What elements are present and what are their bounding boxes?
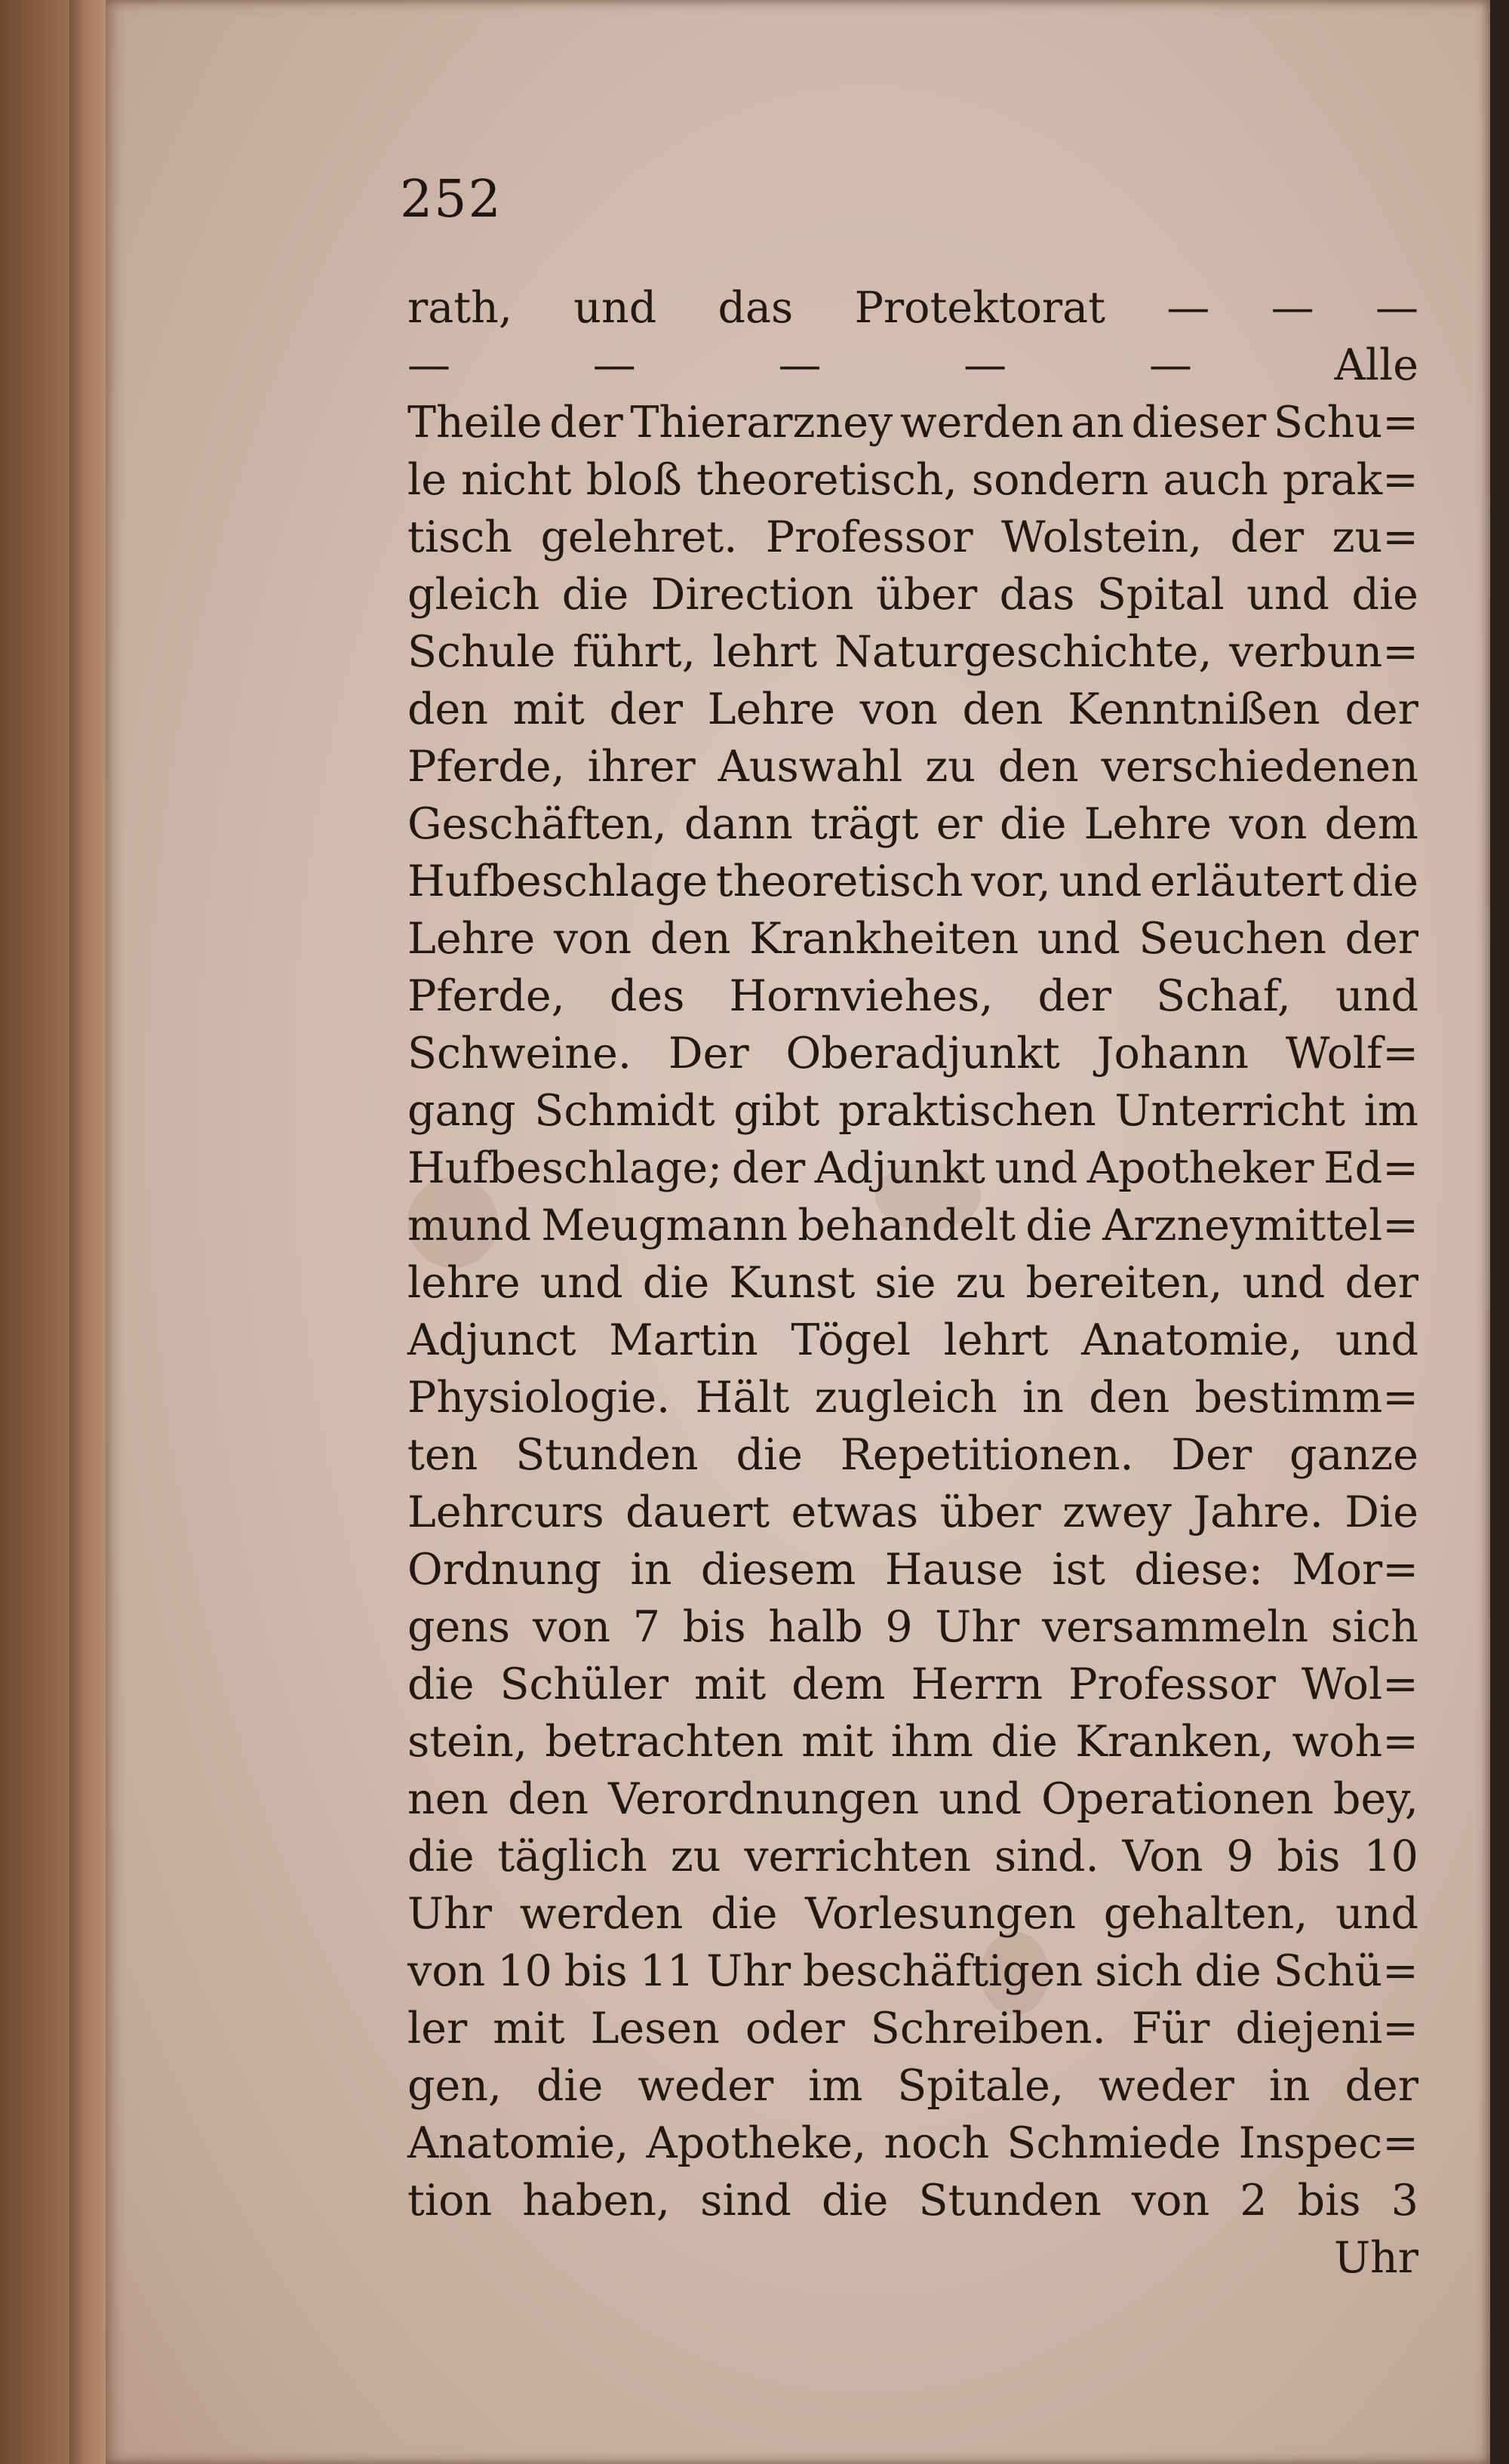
catchword: Uhr: [1334, 2233, 1418, 2283]
text-line: gang Schmidt gibt praktischen Unterricht im: [407, 1086, 1418, 1136]
body-text: [407, 279, 1418, 2287]
text-line: tion haben, sind die Stunden von 2 bis 3: [407, 2176, 1418, 2226]
text-line: — — — — — Alle: [407, 340, 1418, 390]
page-number: 252: [400, 170, 502, 229]
text-line: die Schüler mit dem Herrn Professor Wol=: [407, 1660, 1418, 1709]
text-line: Schule führt, lehrt Naturgeschichte, verbun=: [407, 627, 1418, 677]
text-line: ten Stunden die Repetitionen. Der ganze: [407, 1430, 1418, 1480]
text-line: gen, die weder im Spitale, weder in der: [407, 2061, 1418, 2111]
text-line: ler mit Lesen oder Schreiben. Für diejeni=: [407, 2004, 1418, 2053]
text-line: Hufbeschlage; der Adjunkt und Apotheker Ed=: [407, 1143, 1418, 1193]
binding-shadow: [69, 0, 83, 2464]
text-line: nen den Verordnungen und Operationen bey,: [407, 1774, 1418, 1824]
text-line: le nicht bloß theoretisch, sondern auch prak=: [407, 455, 1418, 505]
text-line: Anatomie, Apotheke, noch Schmiede Inspec=: [407, 2118, 1418, 2168]
text-line: den mit der Lehre von den Kenntnißen der: [407, 684, 1418, 734]
text-line: gens von 7 bis halb 9 Uhr versammeln sich: [407, 1602, 1418, 1652]
text-line: Adjunct Martin Tögel lehrt Anatomie, und: [407, 1315, 1418, 1365]
text-line: Pferde, des Hornviehes, der Schaf, und: [407, 971, 1418, 1021]
text-line: von 10 bis 11 Uhr beschäftigen sich die Schü=: [407, 1946, 1418, 1996]
text-line: stein, betrachten mit ihm die Kranken, woh=: [407, 1717, 1418, 1767]
text-line: Schweine. Der Oberadjunkt Johann Wolf=: [407, 1029, 1418, 1078]
text-line: Theile der Thierarzney werden an dieser Schu=: [407, 398, 1418, 448]
text-line: Ordnung in diesem Hause ist diese: Mor=: [407, 1545, 1418, 1595]
text-line: gleich die Direction über das Spital und die: [407, 570, 1418, 620]
page-edge-shadow: [1490, 0, 1509, 2464]
text-line: mund Meugmann behandelt die Arzneymittel=: [407, 1201, 1418, 1250]
text-line: Physiologie. Hält zugleich in den bestimm=: [407, 1373, 1418, 1423]
text-line: rath, und das Protektorat — — —: [407, 283, 1418, 333]
book-binding: [0, 0, 106, 2464]
text-line: Lehre von den Krankheiten und Seuchen der: [407, 914, 1418, 964]
text-line: tisch gelehret. Professor Wolstein, der zu=: [407, 512, 1418, 562]
text-line: Pferde, ihrer Auswahl zu den verschiedenen: [407, 742, 1418, 792]
text-line: Hufbeschlage theoretisch vor, und erläutert die: [407, 857, 1418, 906]
text-line: Lehrcurs dauert etwas über zwey Jahre. Die: [407, 1487, 1418, 1537]
text-line: die täglich zu verrichten sind. Von 9 bis 10: [407, 1832, 1418, 1881]
text-line: lehre und die Kunst sie zu bereiten, und der: [407, 1258, 1418, 1308]
text-line: Uhr werden die Vorlesungen gehalten, und: [407, 1889, 1418, 1939]
text-line: Geschäften, dann trägt er die Lehre von dem: [407, 799, 1418, 849]
